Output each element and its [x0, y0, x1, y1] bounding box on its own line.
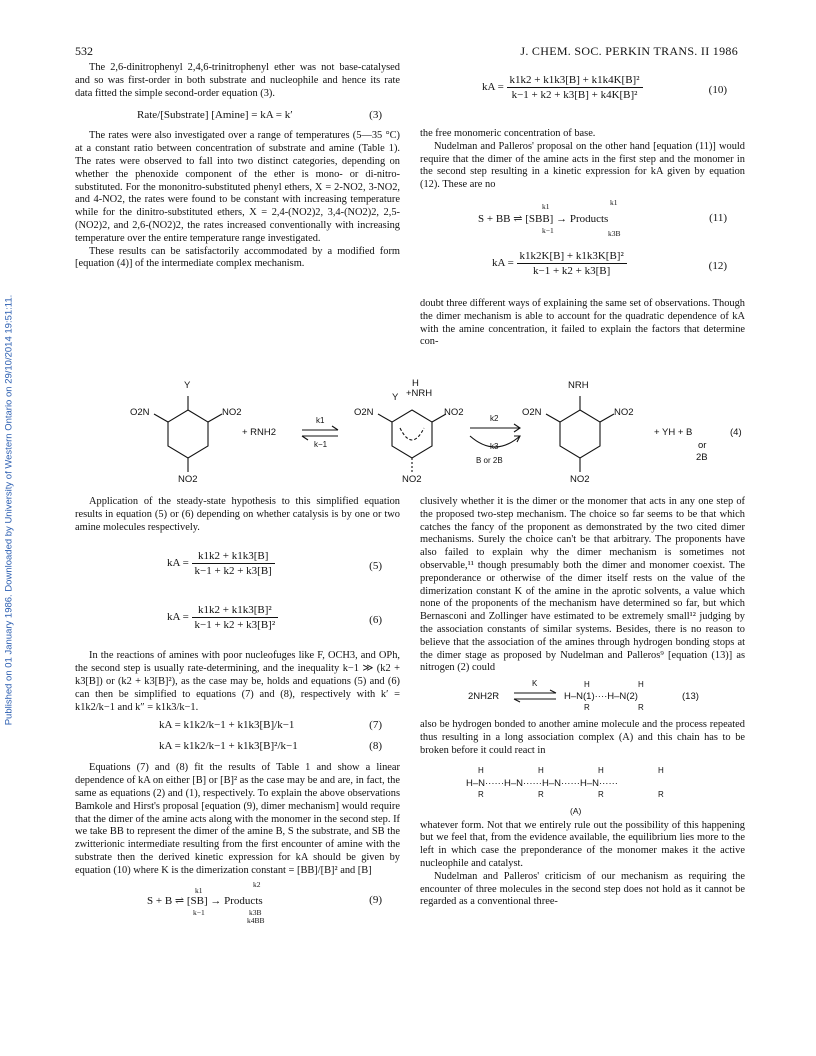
paragraph: In the reactions of amines with poor nucleofuges like F, OCH3, and OPh, the second step is usually rate-determining, and the inequality k−1 ≫ (k2 + k3[B]) or (k2 + k3[B]²), as the case may be, holds and equations (5) and (6) can then be simplified to equations (7) and (8), respectively with k′ = k1k2/k−1 and k″ = k1k3/k−1.	[75, 650, 400, 713]
equation-8-number: (8)	[369, 740, 382, 753]
intermediate-no2-bottom: NO2	[402, 474, 422, 485]
equation-9-k2: k2	[253, 879, 261, 889]
equation-10-body	[482, 74, 643, 101]
equation-10	[420, 62, 745, 128]
left-column-top	[75, 62, 400, 271]
amine-reagent: + RNH2	[242, 427, 277, 438]
journal-header: J. CHEM. SOC. PERKIN TRANS. II 1986	[520, 44, 738, 58]
intermediate-o2n: O2N	[354, 407, 374, 418]
chain-h-1: H	[478, 765, 484, 775]
equation-5-number: (5)	[369, 560, 382, 573]
chain-h-4: H	[658, 765, 664, 775]
equation-3	[75, 100, 400, 130]
equation-9	[75, 878, 400, 924]
reaction-scheme-4	[70, 372, 760, 492]
paragraph: Nudelman and Palleros' criticism of our mechanism as requiring the encounter of three molecules in the second step does not hold as it cannot be regarded as a conventional three-	[420, 870, 745, 908]
equation-12-denominator: k−1 + k2 + k3[B]	[533, 264, 611, 277]
equation-8	[75, 736, 400, 762]
equation-13-k: K	[532, 679, 538, 689]
reactant-ring	[168, 410, 208, 458]
chain-h-2: H	[538, 765, 544, 775]
equation-12-fraction	[517, 250, 627, 277]
equation-9-body: S + B ⇌ [SB] → Products	[147, 894, 263, 907]
equation-6-number: (6)	[369, 614, 382, 627]
chain-a-label: (A)	[570, 805, 582, 816]
reactant-o2n: O2N	[130, 407, 150, 418]
equation-11-k3: k3B	[608, 228, 621, 238]
chain-r-2: R	[538, 789, 544, 799]
paragraph: also be hydrogen bonded to another amine molecule and the process repeated thus resulting in a long association complex (A) and this chain has to be broken before it could react in	[420, 719, 745, 756]
paragraph: The rates were also investigated over a range of temperatures (5—35 °C) at a constant ratio between concentration of substrate and amine (Table 1). The rates were observed to fall into two distinct categories, depending on whether the phenoxide component of the ether is mono- or di-nitro-substituted. For the mononitro-substituted phenyl ethers, X = 2-NO2, 3-NO2, and 4-NO2, the rates were found to be constant with increasing temperature while for the dinitro-substituted ethers, X = 2,4-(NO2)2, 3,4-(NO2)2, 2,5-(NO2)2, and 2,6-(NO2)2, the rates increased conventionally with increasing temperature over the entire temperature range investigated.	[75, 130, 400, 244]
equation-12-numerator: k1k2K[B] + k1k3K[B]²	[517, 250, 627, 264]
equation-11-k1: k1	[542, 201, 550, 211]
paragraph: Equations (7) and (8) fit the results of Table 1 and show a linear dependence of kA on either [B] or [B]² as the case may be and are, in fact, the same as equations (2) and (1), respectively. To explain the above observations Bamkole and Hirst's proposal [equation (9), dimer mechanism] would require that the dimer of the amine acts along with the monomer in the second step. If we take BB to represent the dimer of the amine B, S the substrate, and SB the zwitterionic intermediate resulting from the first encounter of amine with the substrate then the derived kinetic expression for kA should be given by equation (10) where K is the dimerization constant = [BB]/[B]² and [B]	[75, 762, 400, 876]
product-no2-right: NO2	[614, 407, 634, 418]
paragraph: whatever form. Not that we entirely rule out the possibility of this happening but we feel that, from the evidence available, the equilibrium lies more to the left in which case the preponderance of the monomer makes it the active nucleophile and catalyst.	[420, 819, 745, 869]
paragraph: Application of the steady-state hypothesis to this simplified equation results in equation (5) or (6) depending on whether catalysis is by one or two amine molecules respectively.	[75, 496, 400, 533]
equation-10-number: (10)	[708, 84, 727, 96]
equation-7	[75, 714, 400, 736]
equation-13-h1: H	[584, 680, 590, 690]
paragraph: Nudelman and Palleros' proposal on the other hand [equation (11)] would require that the dimer of the amine acts in the first step and the monomer in the second step resulting in a kinetic expression for kA given by equation (12). These are no	[420, 140, 745, 191]
paragraph: The 2,6-dinitrophenyl 2,4,6-trinitrophenyl ether was not base-catalysed and so was first-order in both substrate and nucleophile and hence its rate data fitted the simple second-order equation (3).	[75, 62, 400, 99]
page-number: 532	[75, 44, 93, 58]
equation-11-number: (11)	[709, 211, 727, 224]
association-complex-a	[420, 758, 745, 820]
equation-10-fraction	[507, 74, 643, 101]
catalyst-label: B or 2B	[476, 456, 503, 465]
right-column-bottom	[420, 496, 745, 909]
equation-9-km1: k−1	[193, 907, 205, 917]
equation-13-h2: H	[638, 680, 644, 690]
left-column-bottom	[75, 496, 400, 924]
equation-11-k2: k1	[610, 197, 618, 207]
equation-6-denominator: k−1 + k2 + k3[B]²	[194, 619, 276, 632]
product-ring	[560, 410, 600, 458]
k2-label: k2	[490, 414, 499, 423]
equation-5	[75, 534, 400, 592]
equation-5-numerator: k1k2 + k1k3[B]	[192, 550, 275, 564]
equation-5-fraction	[192, 550, 275, 577]
equation-12-number: (12)	[708, 259, 727, 272]
equation-10-numerator: k1k2 + k1k3[B] + k1k4K[B]²	[507, 74, 643, 88]
paragraph: doubt three different ways of explaining the same set of observations. Though the dimer mechanism is able to account for the quadratic dependence of kA with the amine concentration, it failed to explain the factors that determine con-	[420, 297, 745, 348]
equation-4-number: (4)	[730, 427, 742, 438]
equation-12-lhs: kA =	[492, 257, 514, 270]
chain-h-3: H	[598, 765, 604, 775]
equation-13	[420, 675, 745, 719]
intermediate-ring	[392, 410, 432, 458]
equation-13-r2: R	[638, 703, 644, 713]
equation-3-body: Rate/[Substrate] [Amine] = kA = k′	[137, 109, 293, 122]
paragraph: the free monomeric concentration of base.	[420, 128, 596, 139]
equation-11-body: S + BB ⇌ [SBB] → Products	[478, 212, 609, 225]
intermediate-no2-right: NO2	[444, 407, 464, 418]
or-label: or	[698, 440, 707, 451]
reactant-no2-bottom: NO2	[178, 474, 198, 485]
equation-12	[420, 242, 745, 298]
intermediate-h: H	[412, 378, 419, 389]
right-column-top	[420, 62, 745, 349]
equation-9-number: (9)	[369, 893, 382, 906]
equation-13-reactant: 2NH2R	[468, 691, 500, 703]
equation-9-k4: k4BB	[247, 915, 265, 925]
watermark-text: Published on 01 January 1986. Downloaded by University of Western Ontario on 29/10/2014 19:51:11.	[3, 294, 15, 726]
reactant-y: Y	[184, 380, 191, 391]
product-nrh: NRH	[568, 380, 589, 391]
download-watermark	[0, 150, 20, 870]
equation-6-fraction	[192, 604, 279, 631]
equation-3-number: (3)	[369, 109, 382, 122]
k1-label: k1	[316, 416, 325, 425]
equation-13-r1: R	[584, 703, 590, 713]
equation-12-body	[492, 250, 627, 277]
equation-5-lhs: kA =	[167, 557, 189, 570]
k3-label: k3	[490, 442, 499, 451]
product-no2-bottom: NO2	[570, 474, 590, 485]
equation-10-denominator: k−1 + k2 + k3[B] + k4K[B]²	[511, 89, 638, 101]
intermediate-nrh: +NRH	[406, 388, 433, 399]
equation-6	[75, 592, 400, 650]
equation-6-lhs: kA =	[167, 611, 189, 624]
chain-r-4: R	[658, 789, 664, 799]
equation-8-body: kA = k1k2/k−1 + k1k3[B]²/k−1	[159, 740, 298, 753]
equation-11	[420, 192, 745, 242]
intermediate-y: Y	[392, 392, 399, 403]
equation-6-numerator: k1k2 + k1k3[B]²	[192, 604, 279, 618]
chain-r-3: R	[598, 789, 604, 799]
equation-13-number: (13)	[682, 691, 699, 703]
equation-11-km1: k−1	[542, 225, 554, 235]
two-b-label: 2B	[696, 452, 708, 463]
equation-13-product: H–N(1)····H–N(2)	[564, 691, 638, 703]
equation-9-k1: k1	[195, 885, 203, 895]
equation-6-body	[167, 604, 278, 631]
byproducts: + YH + B	[654, 427, 693, 438]
chain-r-1: R	[478, 789, 484, 799]
chain-a-line: H–N······H–N······H–N······H–N······	[466, 777, 618, 789]
equation-9-k3: k3B	[249, 907, 262, 917]
k-minus1-label: k−1	[314, 440, 328, 449]
equation-7-number: (7)	[369, 719, 382, 732]
equation-5-body	[167, 550, 275, 577]
equilibrium-arrow	[512, 689, 558, 703]
equation-7-body: kA = k1k2/k−1 + k1k3[B]/k−1	[159, 719, 295, 732]
paragraph: clusively whether it is the dimer or the monomer that acts in any one step of the proposed two-step mechanism. The choice so far seems to be that which catches the fancy of the proponent as demonstrated by the two cited dimer mechanisms. Surely the choice can't be that arbitrary. The proponents have also failed to explain why the dimer mechanism is sometimes not observable,¹¹ though presumably both the dimer and monomer coexist. The preponderance or otherwise of the dimer itself rests on the value of the dimerization constant K of the amine in the aprotic solvents, a value which none of the proponents of the mechanism have determined so far, but which Bernasconi and Zollinger have estimated to be extremely small¹² judging by the association constants of similar systems. Besides, there is no reason to believe that the association of the amines through hydrogen bonding stops at the dimer stage as proposed by Nudelman and Palleros⁹ [equation (13)] as nitrogen (2) could	[420, 496, 745, 674]
reactant-no2-right: NO2	[222, 407, 242, 418]
paragraph: These results can be satisfactorily accommodated by a modified form [equation (4)] of the intermediate complex mechanism.	[75, 245, 400, 270]
equation-10-lhs: kA =	[482, 81, 504, 94]
product-o2n: O2N	[522, 407, 542, 418]
equation-5-denominator: k−1 + k2 + k3[B]	[194, 565, 272, 578]
